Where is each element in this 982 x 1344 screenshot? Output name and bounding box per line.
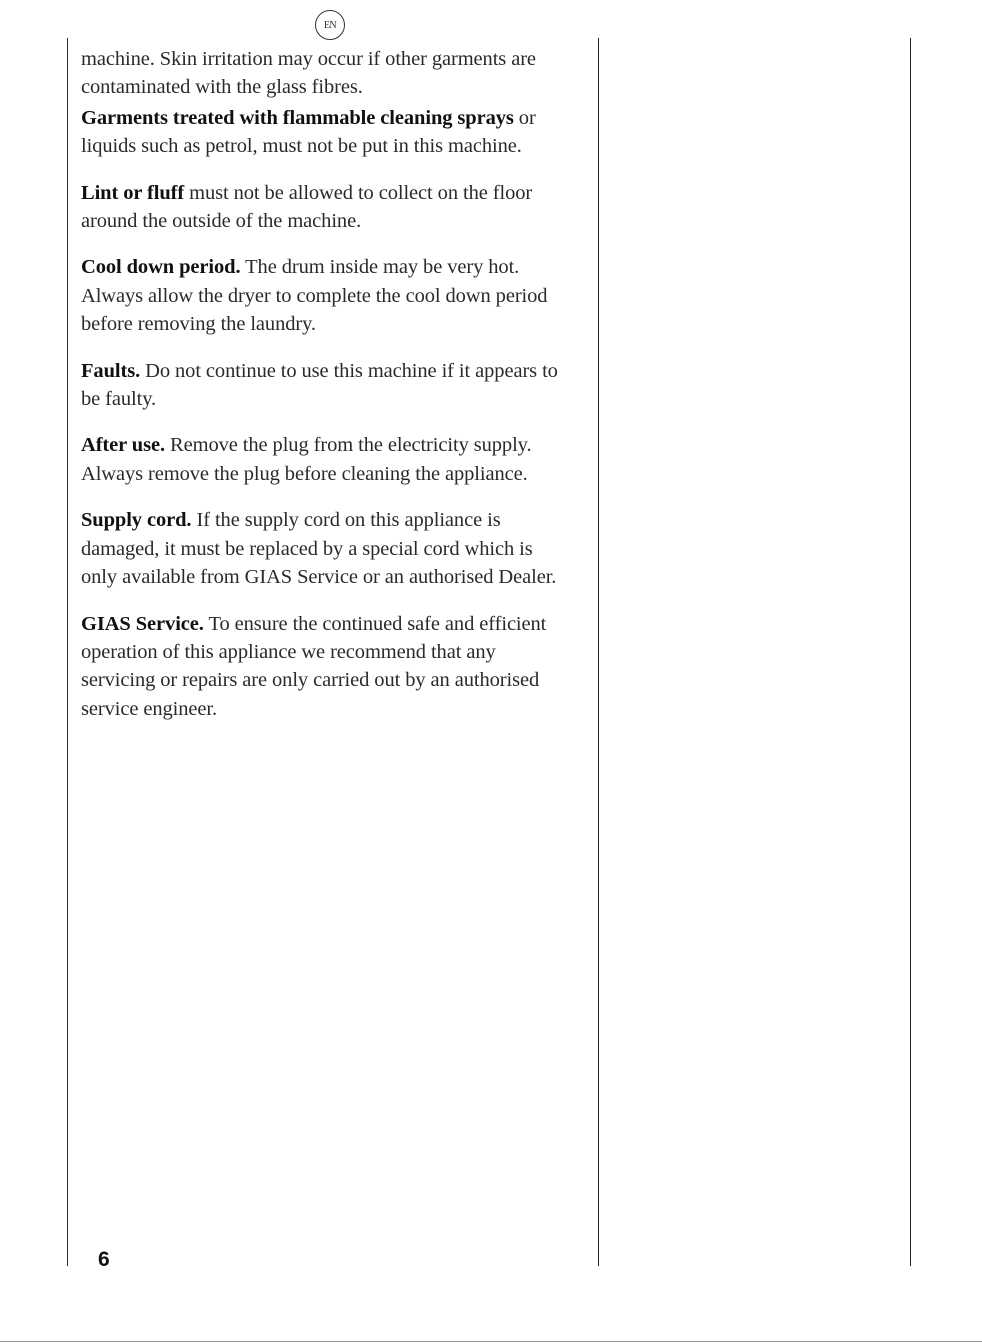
paragraph-gias-service [81,610,571,724]
paragraph-lead: Garments treated with flammable cleaning sprays [81,106,514,129]
paragraph-body: If the supply cord on this appliance is damaged, it must be replaced by a special cord which is only available from GIAS Service or an authorised Dealer. [81,509,557,589]
paragraph-body: Remove the plug from the electricity supply. Always remove the plug before cleaning the appliance. [81,434,532,485]
paragraph-lead: Cool down period. [81,256,241,279]
left-text-column [81,45,571,723]
right-margin-rule [910,38,911,1266]
paragraph-supply-cord [81,506,571,591]
left-margin-rule [67,38,68,1266]
paragraph-lead: Faults. [81,359,141,382]
paragraph-lint-or-fluff [81,179,571,236]
page-number: 6 [98,1248,110,1271]
center-column-rule [598,38,599,1266]
page-bottom-edge [0,1341,982,1342]
paragraph-cool-down-period [81,253,571,338]
paragraph-faults [81,357,571,414]
paragraph-body: must not be allowed to collect on the floor around the outside of the machine. [81,181,533,233]
paragraph-lead: Supply cord. [81,509,192,532]
paragraph-flammable-garments [81,104,571,161]
paragraph-lead: Lint or fluff [81,181,185,204]
paragraph-body: To ensure the continued safe and efficient operation of this appliance we recommend that any servicing or repairs are only carried out by an authorised service engineer. [81,612,547,720]
paragraph-glass-fibres [81,45,571,102]
paragraph-body: The drum inside may be very hot. Always allow the dryer to complete the cool down period before removing the laundry. [81,256,548,336]
paragraph-body: Do not continue to use this machine if it appears to be faulty. [81,359,558,411]
paragraph-lead: After use. [81,434,166,457]
paragraph-after-use [81,431,571,488]
paragraph-body: machine. Skin irritation may occur if other garments are contaminated with the glass fibres. [81,48,536,99]
language-badge-icon: EN [315,10,345,40]
paragraph-lead: GIAS Service. [81,612,204,635]
paragraph-body: or liquids such as petrol, must not be put in this machine. [81,106,536,158]
